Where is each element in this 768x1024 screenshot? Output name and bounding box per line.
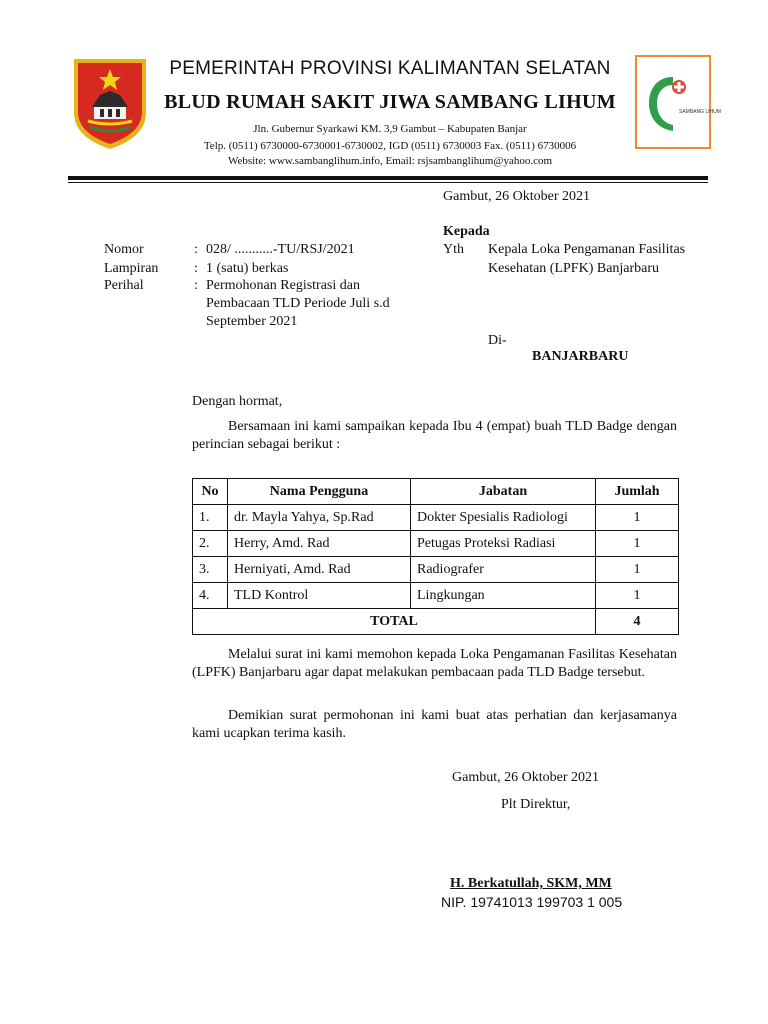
lampiran-colon: : — [194, 261, 198, 276]
total-label: TOTAL — [193, 609, 596, 635]
nomor-value: 028/ ...........-TU/RSJ/2021 — [206, 242, 355, 257]
row-nama: Herry, Amd. Rad — [228, 531, 411, 557]
institution-heading: BLUD RUMAH SAKIT JIWA SAMBANG LIHUM — [164, 91, 616, 113]
signatory-nip: NIP. 19741013 199703 1 005 — [441, 894, 623, 910]
website-line: Website: www.sambanglihum.info, Email: rsjsambanglihum@yahoo.com — [227, 155, 553, 167]
row-jabatan: Lingkungan — [411, 583, 596, 609]
header-no: No — [193, 479, 228, 505]
paragraph-closing: Demikian surat permohonan ini kami buat atas perhatian dan kerjasamanya kami ucapkan terima kasih. — [192, 708, 677, 741]
lampiran-value: 1 (satu) berkas — [206, 261, 289, 276]
phone-line: Telp. (0511) 6730000-6730001-6730002, IGD (0511) 6730003 Fax. (0511) 6730006 — [203, 140, 577, 152]
row-jumlah: 1 — [596, 531, 679, 557]
recipient-line2: Kesehatan (LPFK) Banjarbaru — [488, 261, 660, 276]
nomor-colon: : — [194, 242, 198, 257]
signatory-name: H. Berkatullah, SKM, MM — [450, 876, 612, 891]
nomor-label: Nomor — [104, 242, 144, 257]
hospital-logo-text: SAMBANG LIHUM — [679, 109, 721, 115]
recipient-city: BANJARBARU — [532, 349, 629, 364]
recipient-line1: Kepala Loka Pengamanan Fasilitas — [488, 242, 686, 257]
perihal-line1: Permohonan Registrasi dan — [206, 278, 360, 293]
header-jumlah: Jumlah — [596, 479, 679, 505]
salutation: Dengan hormat, — [192, 394, 283, 409]
row-jumlah: 1 — [596, 505, 679, 531]
signature-date: Gambut, 26 Oktober 2021 — [452, 770, 599, 785]
row-jumlah: 1 — [596, 557, 679, 583]
letter-date: Gambut, 26 Oktober 2021 — [443, 189, 590, 204]
row-no: 2. — [193, 531, 228, 557]
table-row — [193, 505, 679, 531]
row-no: 4. — [193, 583, 228, 609]
perihal-line2: Pembacaan TLD Periode Juli s.d — [206, 296, 390, 311]
table-total-row — [193, 609, 679, 635]
recipient-kepada: Kepada — [443, 224, 490, 239]
row-nama: dr. Mayla Yahya, Sp.Rad — [228, 505, 411, 531]
header-nama: Nama Pengguna — [228, 479, 411, 505]
lampiran-label: Lampiran — [104, 261, 159, 276]
paragraph-request: Melalui surat ini kami memohon kepada Loka Pengamanan Fasilitas Kesehatan (LPFK) Banjarbaru agar dapat melakukan pembacaan pada TLD Badge tersebut. — [192, 647, 677, 680]
perihal-label: Perihal — [104, 278, 144, 293]
letterhead-rule-thin — [68, 182, 708, 183]
tld-badge-table — [192, 478, 679, 635]
row-no: 3. — [193, 557, 228, 583]
paragraph-intro: Bersamaan ini kami sampaikan kepada Ibu 4 (empat) buah TLD Badge dengan perincian sebagai berikut : — [192, 419, 677, 452]
government-heading: PEMERINTAH PROVINSI KALIMANTAN SELATAN — [169, 58, 611, 79]
row-nama: TLD Kontrol — [228, 583, 411, 609]
table-row — [193, 583, 679, 609]
table-row — [193, 557, 679, 583]
recipient-di: Di- — [488, 333, 507, 348]
table-row — [193, 531, 679, 557]
row-nama: Herniyati, Amd. Rad — [228, 557, 411, 583]
row-jumlah: 1 — [596, 583, 679, 609]
recipient-yth: Yth — [443, 242, 464, 257]
perihal-line3: September 2021 — [206, 314, 298, 329]
row-jabatan: Radiografer — [411, 557, 596, 583]
signature-title: Plt Direktur, — [501, 797, 571, 812]
perihal-colon: : — [194, 278, 198, 293]
row-jabatan: Petugas Proteksi Radiasi — [411, 531, 596, 557]
header-jabatan: Jabatan — [411, 479, 596, 505]
address-line: Jln. Gubernur Syarkawi KM. 3,9 Gambut – Kabupaten Banjar — [253, 123, 527, 135]
row-jabatan: Dokter Spesialis Radiologi — [411, 505, 596, 531]
table-header-row — [193, 479, 679, 505]
row-no: 1. — [193, 505, 228, 531]
total-value: 4 — [596, 609, 679, 635]
letterhead-rule-thick — [68, 176, 708, 180]
